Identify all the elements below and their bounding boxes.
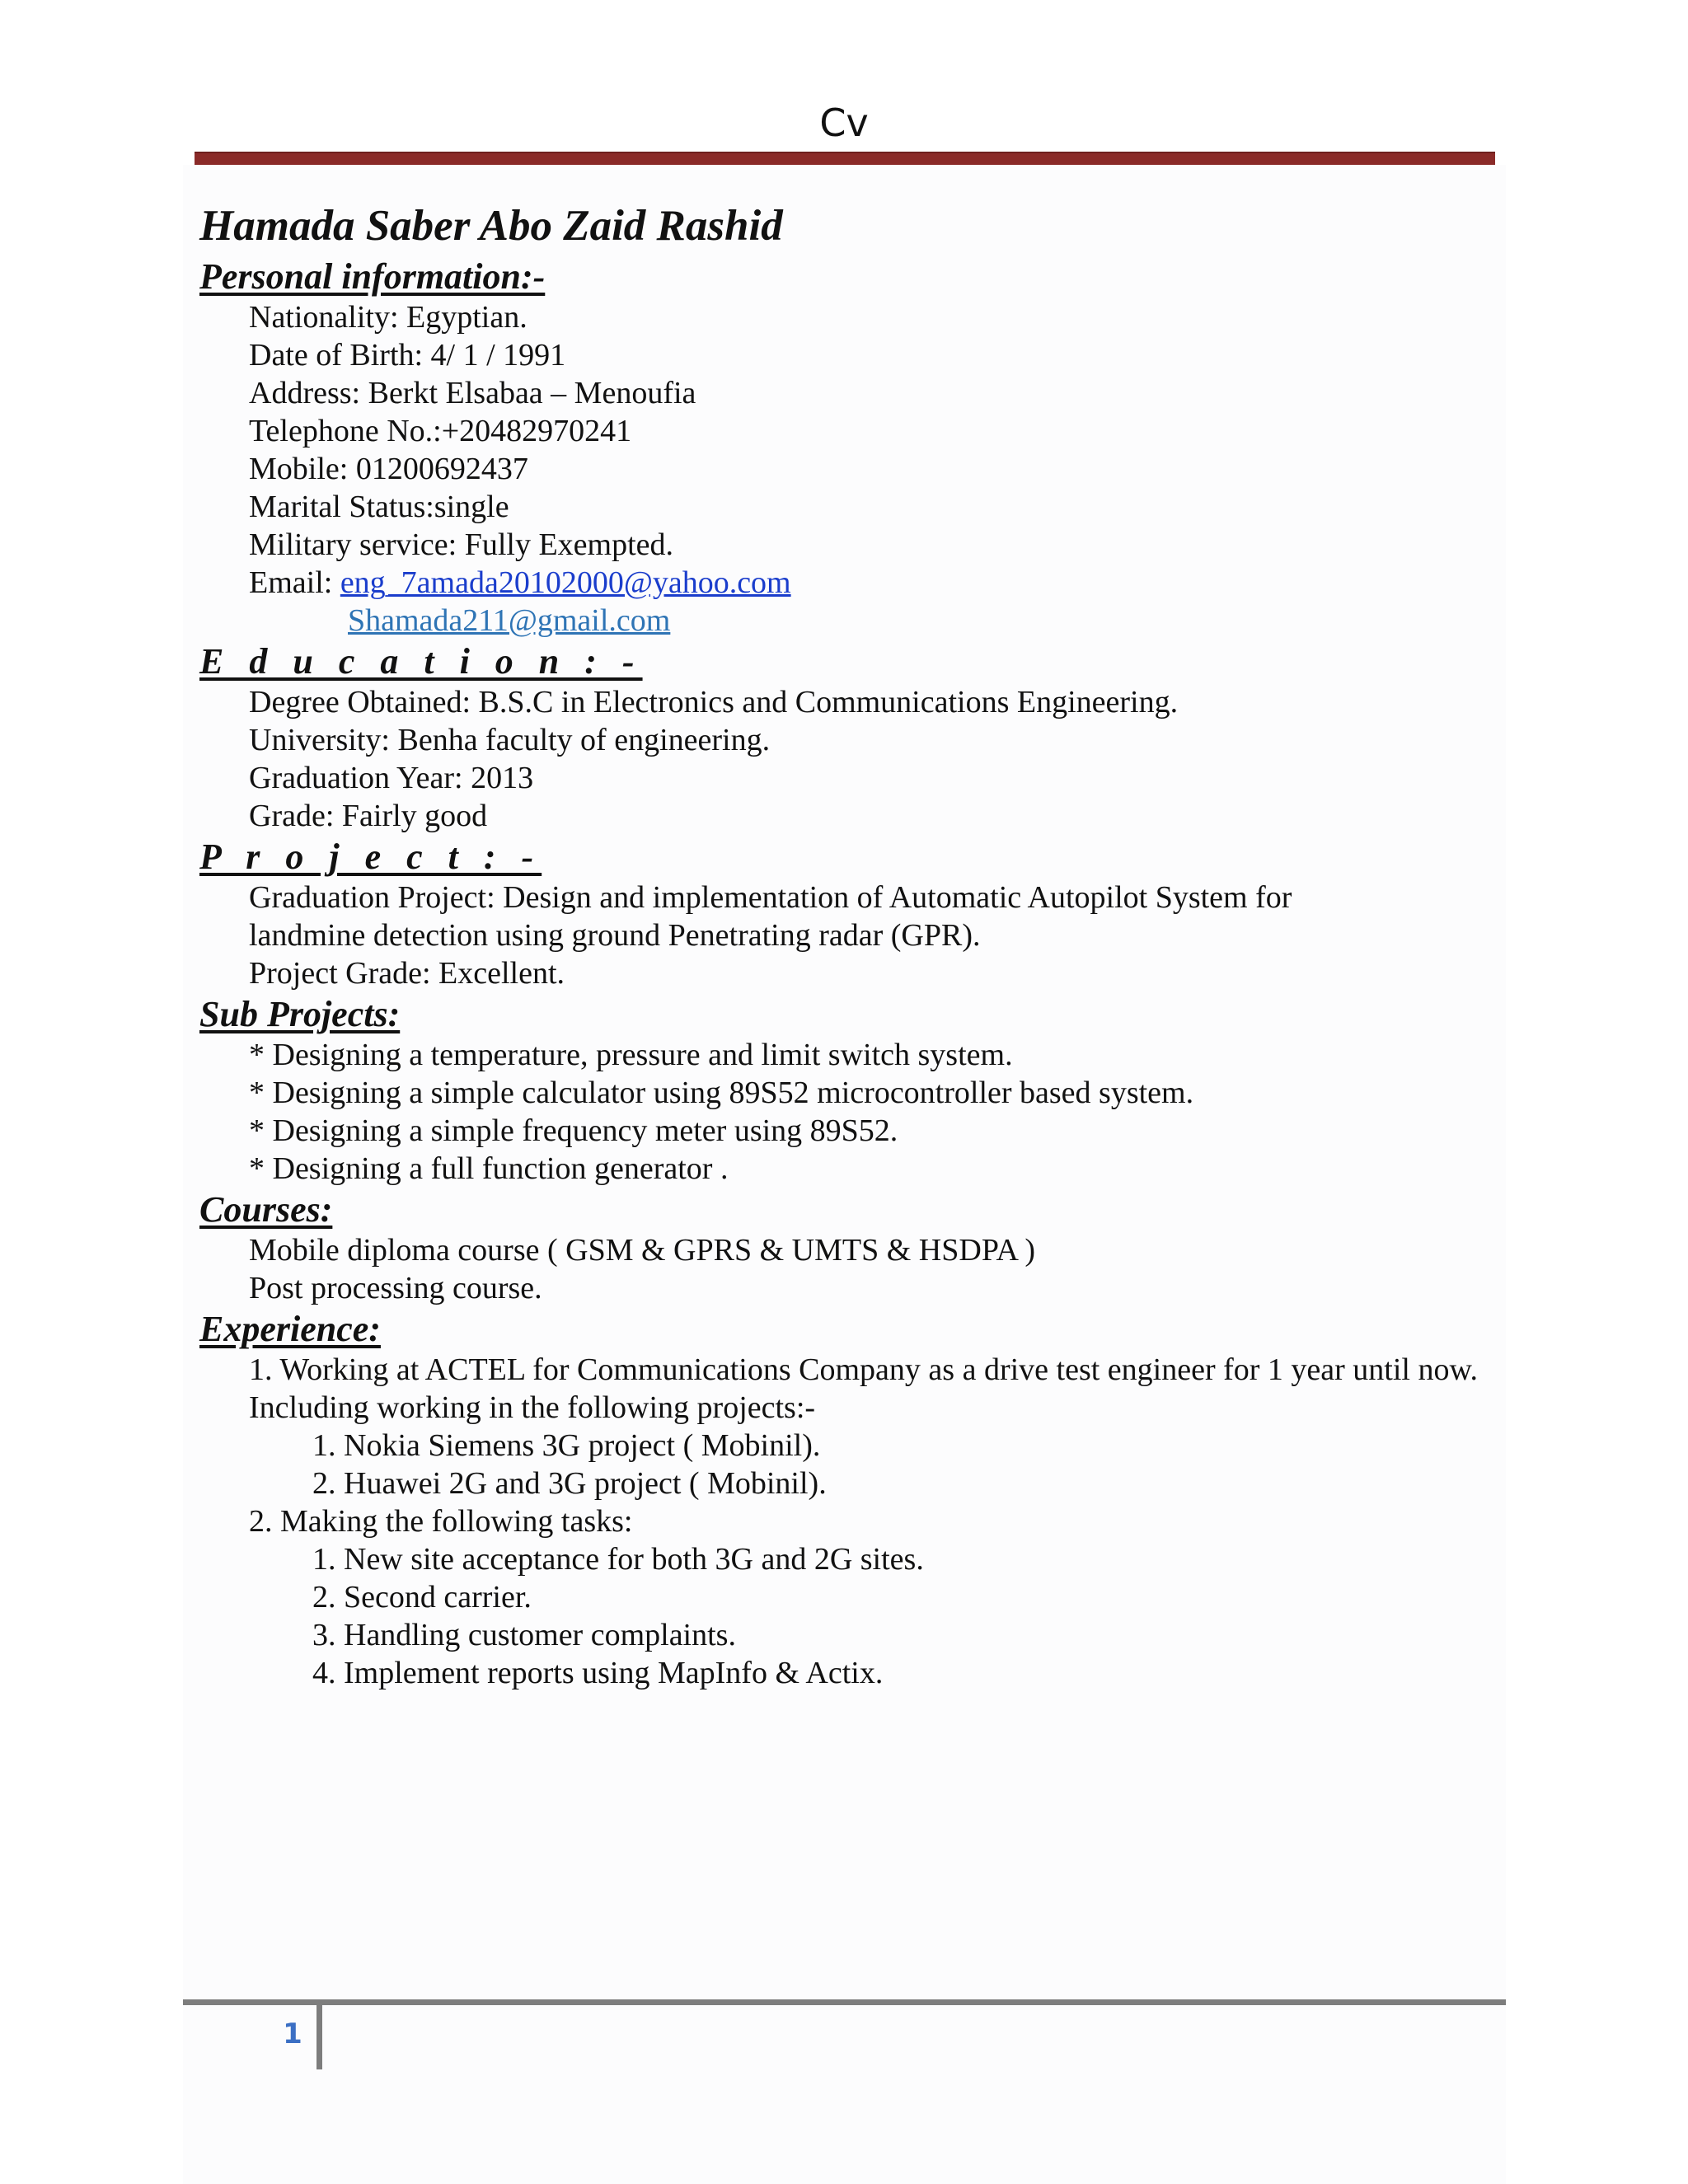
footer-rule [183, 1999, 1506, 2005]
sub-project-item: * Designing a temperature, pressure and limit switch system. [249, 1037, 1013, 1072]
military-service: Military service: Fully Exempted. [249, 527, 674, 562]
email-label: Email: [249, 565, 340, 600]
sub-project-item: * Designing a simple calculator using 89S52 microcontroller based system. [249, 1075, 1194, 1110]
address: Address: Berkt Elsabaa – Menoufia [249, 375, 696, 410]
email-line [199, 564, 1502, 602]
graduation-year: Graduation Year: 2013 [249, 760, 534, 795]
sub-project-item: * Designing a simple frequency meter using 89S52. [249, 1113, 898, 1148]
project-grade: Project Grade: Excellent. [249, 955, 565, 991]
experience-task-item: 2. Second carrier. [312, 1579, 532, 1615]
header-rule [195, 153, 1495, 165]
date-of-birth: Date of Birth: 4/ 1 / 1991 [249, 337, 566, 373]
course-item: Mobile diploma course ( GSM & GPRS & UMTS & HSDPA ) [249, 1232, 1035, 1268]
candidate-name: Hamada Saber Abo Zaid Rashid [199, 202, 783, 250]
degree: Degree Obtained: B.S.C in Electronics and Communications Engineering. [249, 684, 1179, 719]
experience-item-1: 1. Working at ACTEL for Communications Company as a drive test engineer for 1 year until now. [249, 1352, 1478, 1387]
footer-divider [316, 2005, 322, 2069]
personal-info-heading: Personal information:- [199, 255, 546, 297]
course-item: Post processing course. [249, 1270, 542, 1305]
sub-projects-heading: Sub Projects: [199, 993, 401, 1034]
project-heading: P r o j e c t : - [199, 836, 542, 877]
cv-content [199, 198, 1502, 1692]
experience-task-item: 4. Implement reports using MapInfo & Actix. [312, 1655, 884, 1690]
nationality: Nationality: Egyptian. [249, 299, 528, 335]
university: University: Benha faculty of engineering. [249, 722, 771, 757]
education-heading: E d u c a t i o n : - [199, 640, 643, 682]
page-number: 1 [283, 2018, 302, 2050]
graduation-project-line-1: Graduation Project: Design and implementation of Automatic Autopilot System for [249, 879, 1292, 915]
courses-heading: Courses: [199, 1188, 333, 1230]
page-header-title: Cv [819, 101, 869, 145]
email-link-yahoo[interactable]: eng_7amada20102000@yahoo.com [340, 565, 791, 600]
sub-project-item: * Designing a full function generator . [249, 1151, 729, 1186]
marital-status: Marital Status:single [249, 489, 509, 524]
experience-task-item: 1. New site acceptance for both 3G and 2G sites. [312, 1541, 924, 1577]
grade: Grade: Fairly good [249, 798, 488, 833]
experience-projects-intro: Including working in the following projects:- [249, 1390, 816, 1425]
experience-item-2: 2. Making the following tasks: [249, 1503, 633, 1539]
telephone: Telephone No.:+20482970241 [249, 413, 632, 448]
experience-project-item: 1. Nokia Siemens 3G project ( Mobinil). [312, 1427, 821, 1463]
graduation-project-line-2: landmine detection using ground Penetrating radar (GPR). [249, 917, 981, 953]
email-link-gmail[interactable]: Shamada211@gmail.com [348, 602, 671, 638]
email-line-2 [199, 602, 1502, 640]
experience-heading: Experience: [199, 1308, 381, 1349]
mobile: Mobile: 01200692437 [249, 451, 528, 486]
experience-task-item: 3. Handling customer complaints. [312, 1617, 736, 1652]
experience-project-item: 2. Huawei 2G and 3G project ( Mobinil). [312, 1465, 827, 1501]
